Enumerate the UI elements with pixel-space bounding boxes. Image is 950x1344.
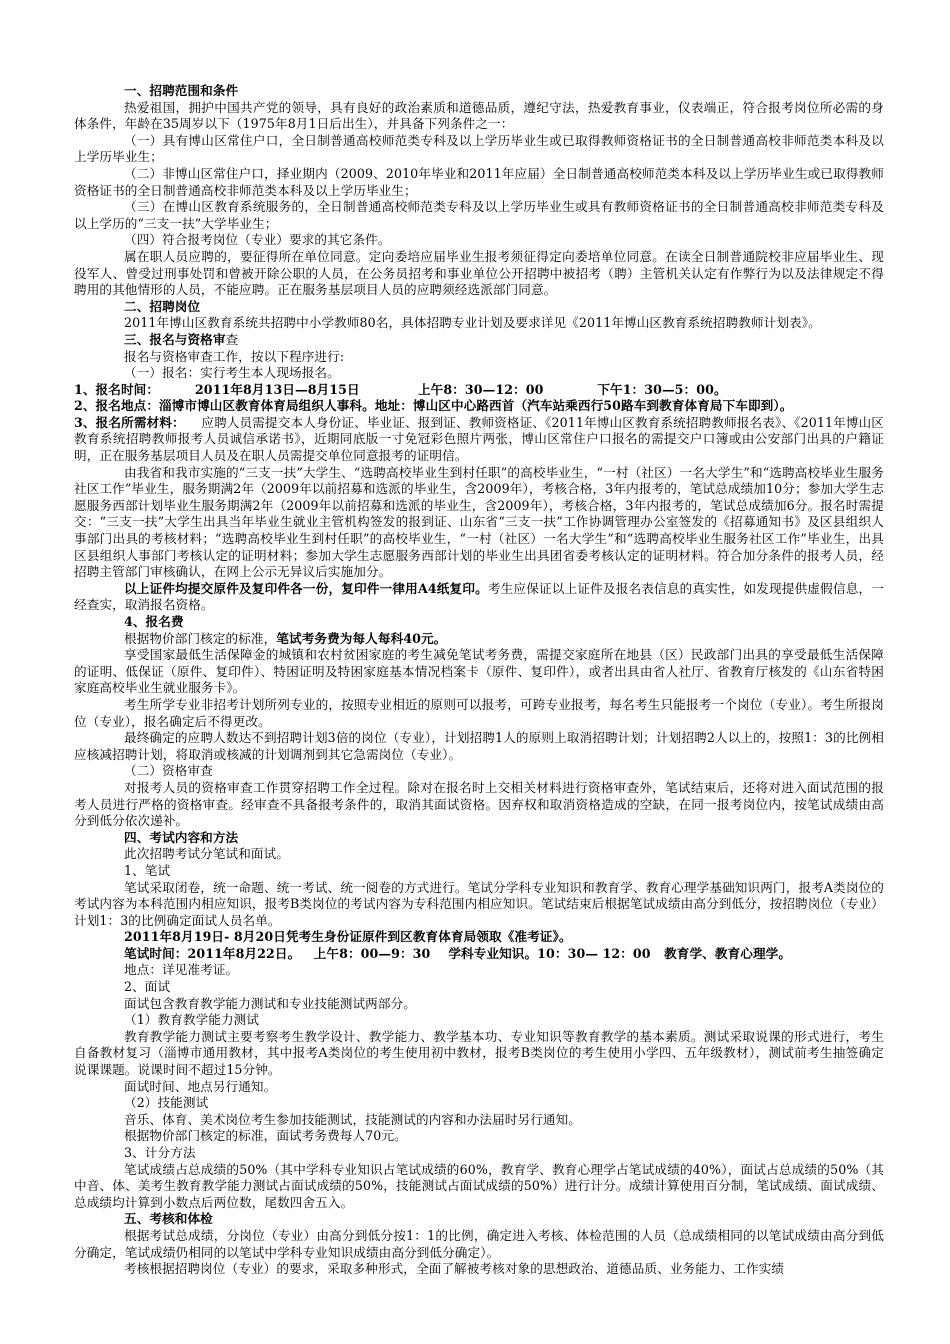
condition-2: （二）非博山区常住户口，择业期内（2009、2010年毕业和2011年应届）全日制普通高校师范类本科及以上学历毕业生或已取得教师资格证书的全日制普通高校非师范类本科及以上学历毕业生；: [74, 165, 884, 198]
paragraph: 考核根据招聘岗位（专业）的要求，采取多种形式，全面了解被考核对象的思想政治、道德品质、业务能力、工作实绩: [124, 1261, 785, 1277]
paragraph: 3、计分方法: [124, 1145, 196, 1160]
paragraph: 热爱祖国，拥护中国共产党的领导，具有良好的政治素质和道德品质，遵纪守法，热爱教育事业，仪表端正，符合报考岗位所必需的身体条件，年龄在35周岁以下（1975年8月1日后出生），并具备下列条件之一：: [74, 99, 884, 132]
paragraph: 最终确定的应聘人数达不到招聘计划3倍的岗位（专业），计划招聘1人的原则上取消招聘计划；计划招聘2人以上的，按照1：3的比例相应核减招聘计划，将取消或核减的计划调剂到其它急需岗位（专业）。: [74, 730, 884, 762]
registration-materials-label: 3、报名所需材料：: [74, 414, 185, 430]
condition-1: （一）具有博山区常住户口，全日制普通高校师范类专科及以上学历毕业生或已取得教师资格证书的全日制普通高校非师范类本科及以上学历毕业生；: [74, 132, 884, 165]
paragraph: 面试时间、地点另行通知。: [124, 1078, 277, 1094]
section-title-1: 一、招聘范围和条件: [124, 83, 239, 98]
paragraph: 面试包含教育教学能力测试和专业技能测试两部分。: [124, 995, 416, 1011]
fee-amount: 笔试考务费为每人每科40元。: [276, 630, 447, 646]
paragraph: 笔试成绩占总成绩的50%（其中学科专业知识占笔试成绩的60%，教育学、教育心理学占笔试成绩的40%），面试占总成绩的50%（其中音、体、美考生教育教学能力测试占面试成绩的50%，技能测试占面试成绩的50%）进行计分。成绩计算使用百分制，笔试成绩、面试成绩、总成绩均计算到小数点后两位数，尾数四舍五入。: [74, 1161, 884, 1210]
condition-3: （三）在博山区教育系统服务的，全日制普通高校师范类专科及以上学历毕业生或具有教师资格证书的全日制普通高校非师范类专科及以上学历的“三支一扶”大学毕业生；: [74, 199, 884, 231]
section-title-4: 四、考试内容和方法: [124, 829, 239, 845]
paragraph: （二）资格审查: [124, 763, 213, 779]
paragraph: 教育教学能力测试主要考察考生教学设计、教学能力、教学基本功、专业知识等教育教学的基本素质。测试采取说课的形式进行，考生自备教材复习（淄博市通用教材，其中报考A类岗位的考生使用初中教材，报考B类岗位的考生使用小学四、五年级教材），测试前考生抽签确定说课课题。说课时间不超过15分钟。: [74, 1028, 884, 1078]
paragraph: （一）报名：实行考生本人现场报名。: [124, 365, 340, 381]
registration-time: 1、报名时间： 2011年8月13日—8月15日 上午8：30—12：00 下午1：30—5：00。: [74, 381, 727, 397]
paragraph: 2011年博山区教育系统共招聘中小学教师80名，具体招聘专业计划及要求详见《2011年博山区教育系统招聘教师计划表》。: [124, 315, 821, 331]
paragraph: 笔试采取闭卷，统一命题、统一考试、统一阅卷的方式进行。笔试分学科专业知识和教育学、教育心理学基础知识两门，报考A类岗位的考试内容为本科范围内相应知识，报考B类岗位的考试内容为专科范围内相应知识。笔试结束后根据笔试成绩由高分到低分，按招聘岗位（专业）计划1：3的比例确定面试人员名单。: [74, 879, 884, 928]
paragraph: 2、面试: [124, 979, 171, 995]
paragraph: （1）教育教学能力测试: [124, 1012, 260, 1028]
section-title-3-bold: 三、报名与资格审: [124, 331, 226, 347]
registration-materials: [74, 415, 884, 465]
fee-text: 根据物价部门核定的标准，: [124, 630, 277, 646]
copy-requirement-text: 考生应保证以上证件及报名表信息的真实性，如发现提供虚假信息，一经查实，取消报名资格。: [74, 580, 884, 613]
paragraph: 根据考试总成绩，分岗位（专业）由高分到低分按1：1的比例，确定进入考核、体检范围的人员（总成绩相同的以笔试成绩由高分到低分确定，笔试成绩仍相同的以笔试中学科专业知识成绩由高分到低分确定）。: [74, 1227, 884, 1260]
paragraph: 根据物价部门核定的标准，面试考务费每人70元。: [124, 1128, 407, 1144]
section-title-fee: 4、报名费: [124, 614, 184, 629]
paragraph: （2）技能测试: [124, 1095, 209, 1111]
paragraph: 音乐、体育、美术岗位考生参加技能测试，技能测试的内容和办法届时另行通知。: [124, 1111, 581, 1127]
registration-materials-text: 应聘人员需提交本人身份证、毕业证、报到证、教师资格证、《2011年博山区教育系统招聘教师报名表》、《2011年博山区教育系统招聘教师报考人员诚信承诺书》，近期同底版一寸免冠彩色照片两张，博山区常住户口报名的需提交户口簿或由公安部门出具的户籍证明，正在服务基层项目人员及在职人员需提交单位同意报考的证明信。: [74, 414, 884, 464]
section-title-3: [74, 332, 884, 349]
paragraph: 享受国家最低生活保障金的城镇和农村贫困家庭的考生减免笔试考务费，需提交家庭所在地县（区）民政部门出具的享受最低生活保障的证明、低保证（原件、复印件）、特困证明及特困家庭基本情况档案卡（原件、复印件），或者出具由省人社厅、省教育厅核发的《山东省特困家庭高校毕业生就业服务卡》。: [74, 647, 884, 696]
paragraph: 1、笔试: [124, 862, 171, 878]
paragraph: 此次招聘考试分笔试和面试。: [124, 846, 290, 862]
section-title-5: 五、考核和体检: [124, 1211, 213, 1227]
paragraph: 考生所学专业非招考计划所列专业的，按照专业相近的原则可以报考，可跨专业报考，每名考生只能报考一个岗位（专业）。考生所报岗位（专业），报名确定后不得更改。: [74, 696, 884, 729]
written-exam-time: 笔试时间：2011年8月22日。 上午8：00—9：30 学科专业知识。10：30— 12：00 教育学、教育心理学。: [124, 945, 792, 961]
paragraph: 地点：详见准考证。: [124, 962, 239, 978]
paragraph: 报名与资格审查工作，按以下程序进行:: [124, 348, 345, 364]
admission-ticket-date: 2011年8月19日- 8月20日凭考生身份证原件到区教育体育局领取《准考证》。: [124, 929, 572, 945]
document-page: [74, 83, 884, 1278]
section-title-3-rest: 查: [225, 331, 239, 347]
paragraph: 属在职人员应聘的，要征得所在单位同意。定向委培应届毕业生报考须征得定向委培单位同意。在读全日制普通院校非应届毕业生、现役军人、曾受过刑事处罚和曾被开除公职的人员，在公务员招考和事业单位公开招聘中被招考（聘）主管机关认定有作弊行为以及法律规定不得聘用的其他情形的人员，不能应聘。正在服务基层项目人员的应聘须经选派部门同意。: [74, 248, 884, 298]
paragraph: [74, 631, 884, 648]
condition-4: （四）符合报考岗位（专业）要求的其它条件。: [124, 232, 391, 248]
paragraph: [74, 581, 884, 614]
registration-location: 2、报名地点：淄博市博山区教育体育局组织人事科。地址：博山区中心路西首（汽车站乘西行50路车到教育体育局下车即到）。: [74, 398, 793, 414]
paragraph: 对报考人员的资格审查工作贯穿招聘工作全过程。除对在报名时上交相关材料进行资格审查外，笔试结束后，还将对进入面试范围的报考人员进行严格的资格审查。经审查不具备报考条件的，取消其面试资格。因弃权和取消资格造成的空缺，在同一报考岗位内，按笔试成绩由高分到低分依次递补。: [74, 779, 884, 829]
section-title-2: 二、招聘岗位: [124, 298, 201, 314]
copy-requirement: 以上证件均提交原件及复印件各一份，复印件一律用A4纸复印。: [124, 580, 488, 596]
paragraph: 由我省和我市实施的“三支一扶”大学生、“选聘高校毕业生到村任职”的高校毕业生，“一村（社区）一名大学生”和“选聘高校毕业生服务社区工作”毕业生，服务期满2年（2009年以前招募和选派的毕业生，含2009年），考核合格，3年内报考的，笔试总成绩加10分；参加大学生志愿服务西部计划毕业生服务期满2年（2009年以前招募和选派的毕业生，含2009年），考核合格，3年内报考的，笔试总成绩加6分。报名时需提交：“三支一扶”大学生出具当年毕业生就业主管机构签发的报到证、山东省“三支一扶”工作协调管理办公室签发的《招募通知书》及区县组织人事部门出具的考核材料；“选聘高校毕业生到村任职”的高校毕业生，“一村（社区）一名大学生”和“选聘高校毕业生服务社区工作”毕业生，出具区县组织人事部门考核认定的证明材料；参加大学生志愿服务西部计划的毕业生出具团省委考核认定的证明材料。符合加分条件的报考人员，经招聘主管部门审核确认，在网上公示无异议后实施加分。: [74, 464, 884, 580]
